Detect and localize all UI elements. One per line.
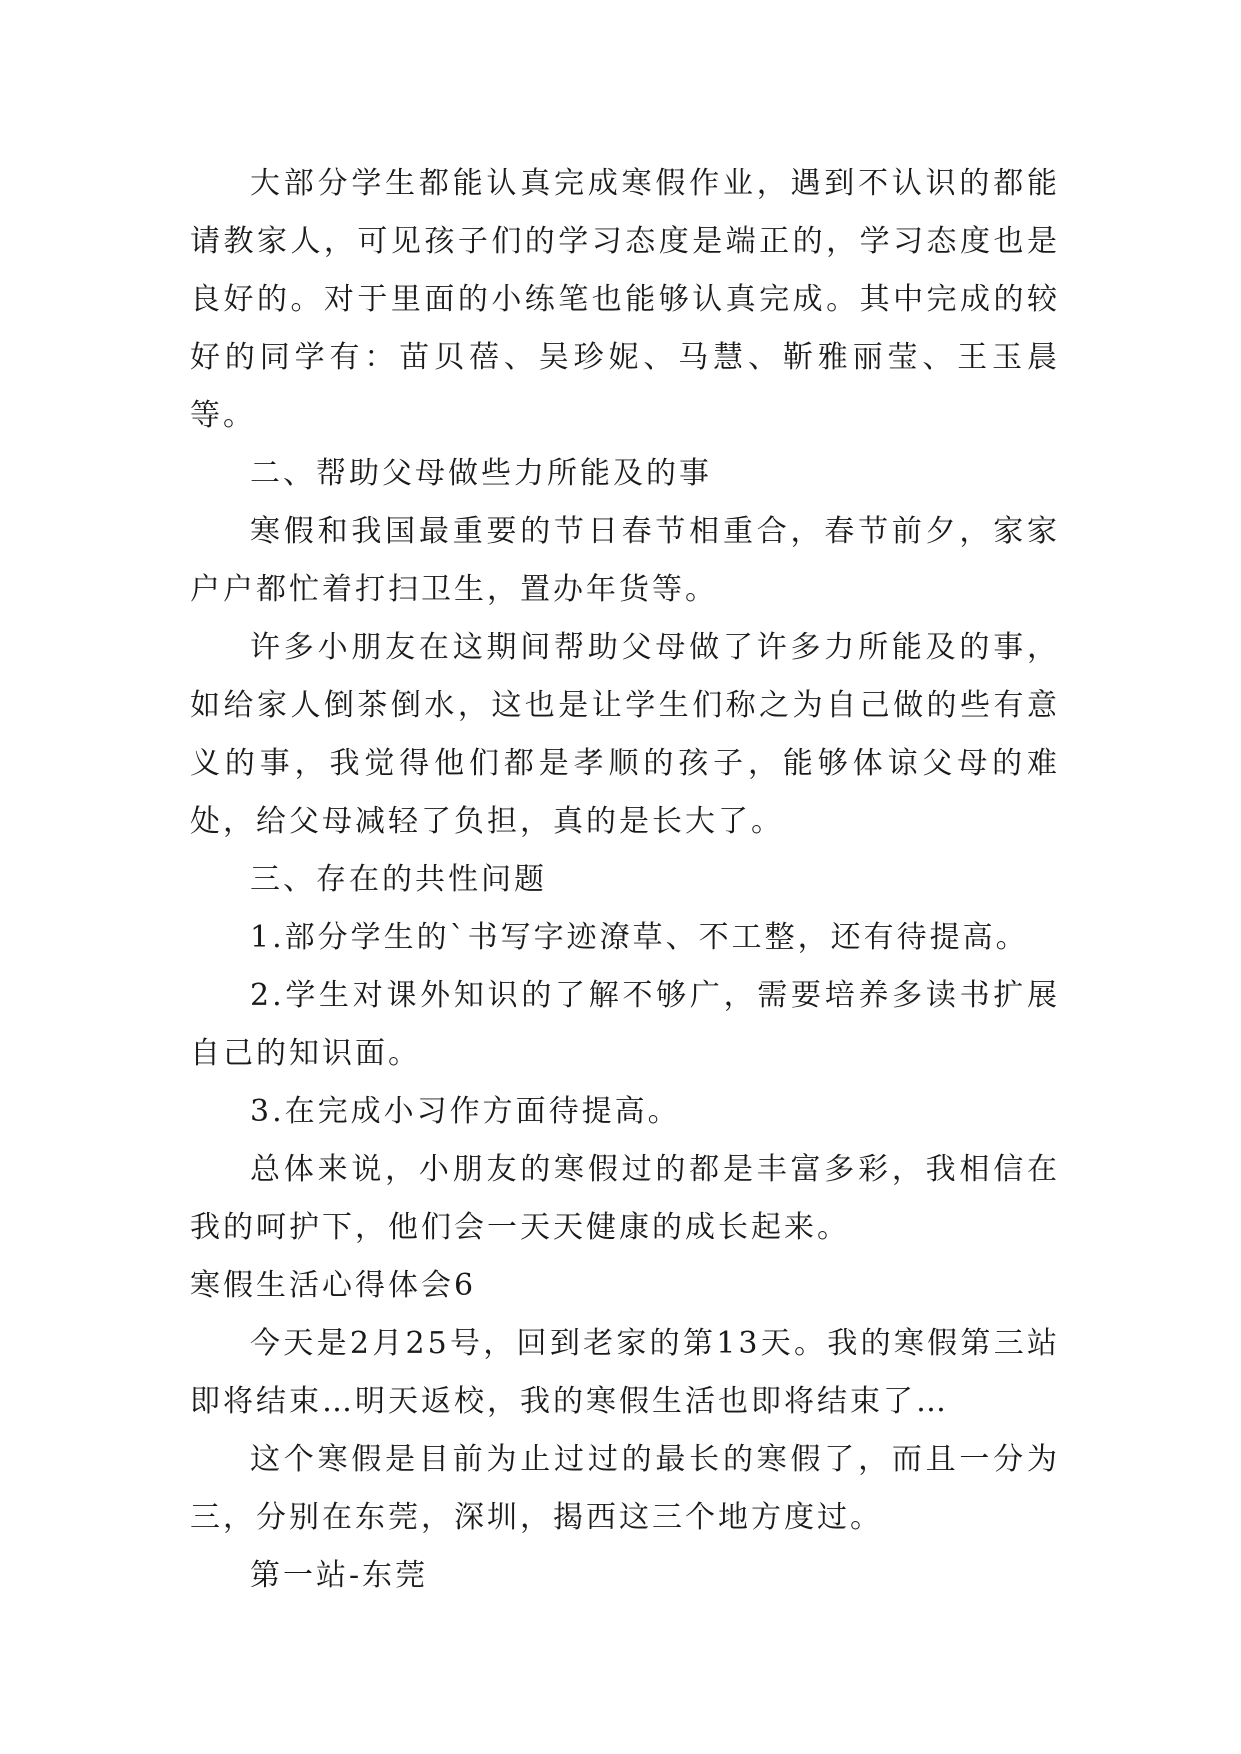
section-title: 寒假生活心得体会6 (190, 1268, 477, 1303)
paragraph-today: 今天是2月25号，回到老家的第13天。我的寒假第三站即将结束…明天返校，我的寒假生活也即将结束了… (190, 1326, 1060, 1419)
paragraph-homework: 大部分学生都能认真完成寒假作业，遇到不认识的都能请教家人，可见孩子们的学习态度是端正的，学习态度也是良好的。对于里面的小练笔也能够认真完成。其中完成的较好的同学有：苗贝蓓、吴珍妮、马慧、靳雅丽莹、王玉晨等。 (190, 166, 1060, 433)
paragraph-summary: 总体来说，小朋友的寒假过的都是丰富多彩，我相信在我的呵护下，他们会一天天健康的成长起来。 (190, 1152, 1060, 1245)
heading-help-parents: 二、帮助父母做些力所能及的事 (250, 456, 712, 491)
paragraph-longest-vacation: 这个寒假是目前为止过过的最长的寒假了，而且一分为三，分别在东莞，深圳，揭西这三个地方度过。 (190, 1442, 1060, 1535)
document-body (190, 155, 1060, 1605)
problem-item-2: 2.学生对课外知识的了解不够广，需要培养多读书扩展自己的知识面。 (190, 978, 1060, 1071)
paragraph-spring-festival: 寒假和我国最重要的节日春节相重合，春节前夕，家家户户都忙着打扫卫生，置办年货等。 (190, 514, 1060, 607)
paragraph-helping: 许多小朋友在这期间帮助父母做了许多力所能及的事，如给家人倒茶倒水，这也是让学生们称之为自己做的些有意义的事，我觉得他们都是孝顺的孩子，能够体谅父母的难处，给父母减轻了负担，真的是长大了。 (190, 630, 1060, 839)
problem-item-1: 1.部分学生的`书写字迹潦草、不工整，还有待提高。 (250, 920, 1029, 955)
heading-common-problems: 三、存在的共性问题 (250, 862, 547, 897)
problem-item-3: 3.在完成小习作方面待提高。 (250, 1094, 681, 1129)
heading-first-stop: 第一站-东莞 (250, 1558, 429, 1593)
